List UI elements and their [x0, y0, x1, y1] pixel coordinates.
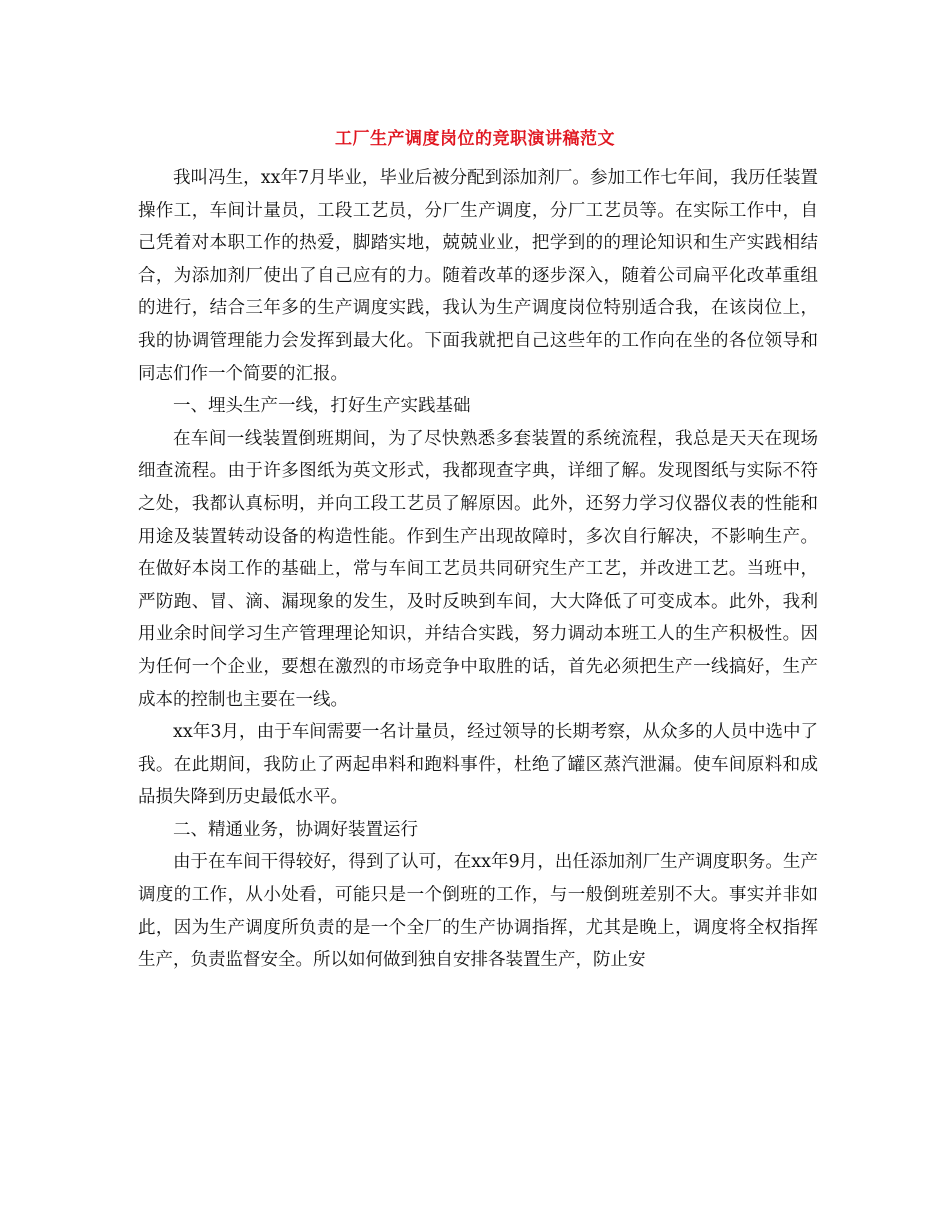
paragraph-workshop: 在车间一线装置倒班期间，为了尽快熟悉多套装置的系统流程，我总是天天在现场细查流程。由于许多图纸为英文形式，我都现查字典，详细了解。发现图纸与实际不符之处，我都认真标明，并向工段工艺员了解原因。此外，还努力学习仪器仪表的性能和用途及装置转动设备的构造性能。作到生产出现故障时，多次自行解决，不影响生产。在做好本岗工作的基础上，常与车间工艺员共同研究生产工艺，并改进工艺。当班中，严防跑、冒、滴、漏现象的发生，及时反映到车间，大大降低了可变成本。此外，我利用业余时间学习生产管理理论知识，并结合实践，努力调动本班工人的生产积极性。因为任何一个企业，要想在激烈的市场竞争中取胜的话，首先必须把生产一线搞好，生产成本的控制也主要在一线。 — [138, 428, 818, 710]
section-heading-2: 二、精通业务，协调好装置运行 — [173, 819, 418, 840]
paragraph-metering: xx年3月，由于车间需要一名计量员，经过领导的长期考察，从众多的人员中选中了我。在此期间，我防止了两起串料和跑料事件，杜绝了罐区蒸汽泄漏。使车间原料和成品损失降到历史最低水平。 — [138, 722, 818, 808]
document-body — [138, 162, 818, 977]
document-title: 工厂生产调度岗位的竞职演讲稿范文 — [335, 129, 615, 149]
paragraph-dispatch: 由于在车间干得较好，得到了认可，在xx年9月，出任添加剂厂生产调度职务。生产调度的工作，从小处看，可能只是一个倒班的工作，与一般倒班差别不大。事实并非如此，因为生产调度所负责的是一个全厂的生产协调指挥，尤其是晚上，调度将全权指挥生产，负责监督安全。所以如何做到独自安排各装置生产，防止安 — [138, 852, 818, 971]
paragraph-intro: 我叫冯生，xx年7月毕业，毕业后被分配到添加剂厂。参加工作七年间，我历任装置操作工，车间计量员，工段工艺员，分厂生产调度，分厂工艺员等。在实际工作中，自己凭着对本职工作的热爱，脚踏实地，兢兢业业，把学到的的理论知识和生产实践相结合，为添加剂厂使出了自己应有的力。随着改革的逐步深入，随着公司扁平化改革重组的进行，结合三年多的生产调度实践，我认为生产调度岗位特别适合我，在该岗位上，我的协调管理能力会发挥到最大化。下面我就把自己这些年的工作向在坐的各位领导和同志们作一个简要的汇报。 — [138, 168, 818, 384]
section-heading-1: 一、埋头生产一线，打好生产实践基础 — [173, 396, 471, 417]
